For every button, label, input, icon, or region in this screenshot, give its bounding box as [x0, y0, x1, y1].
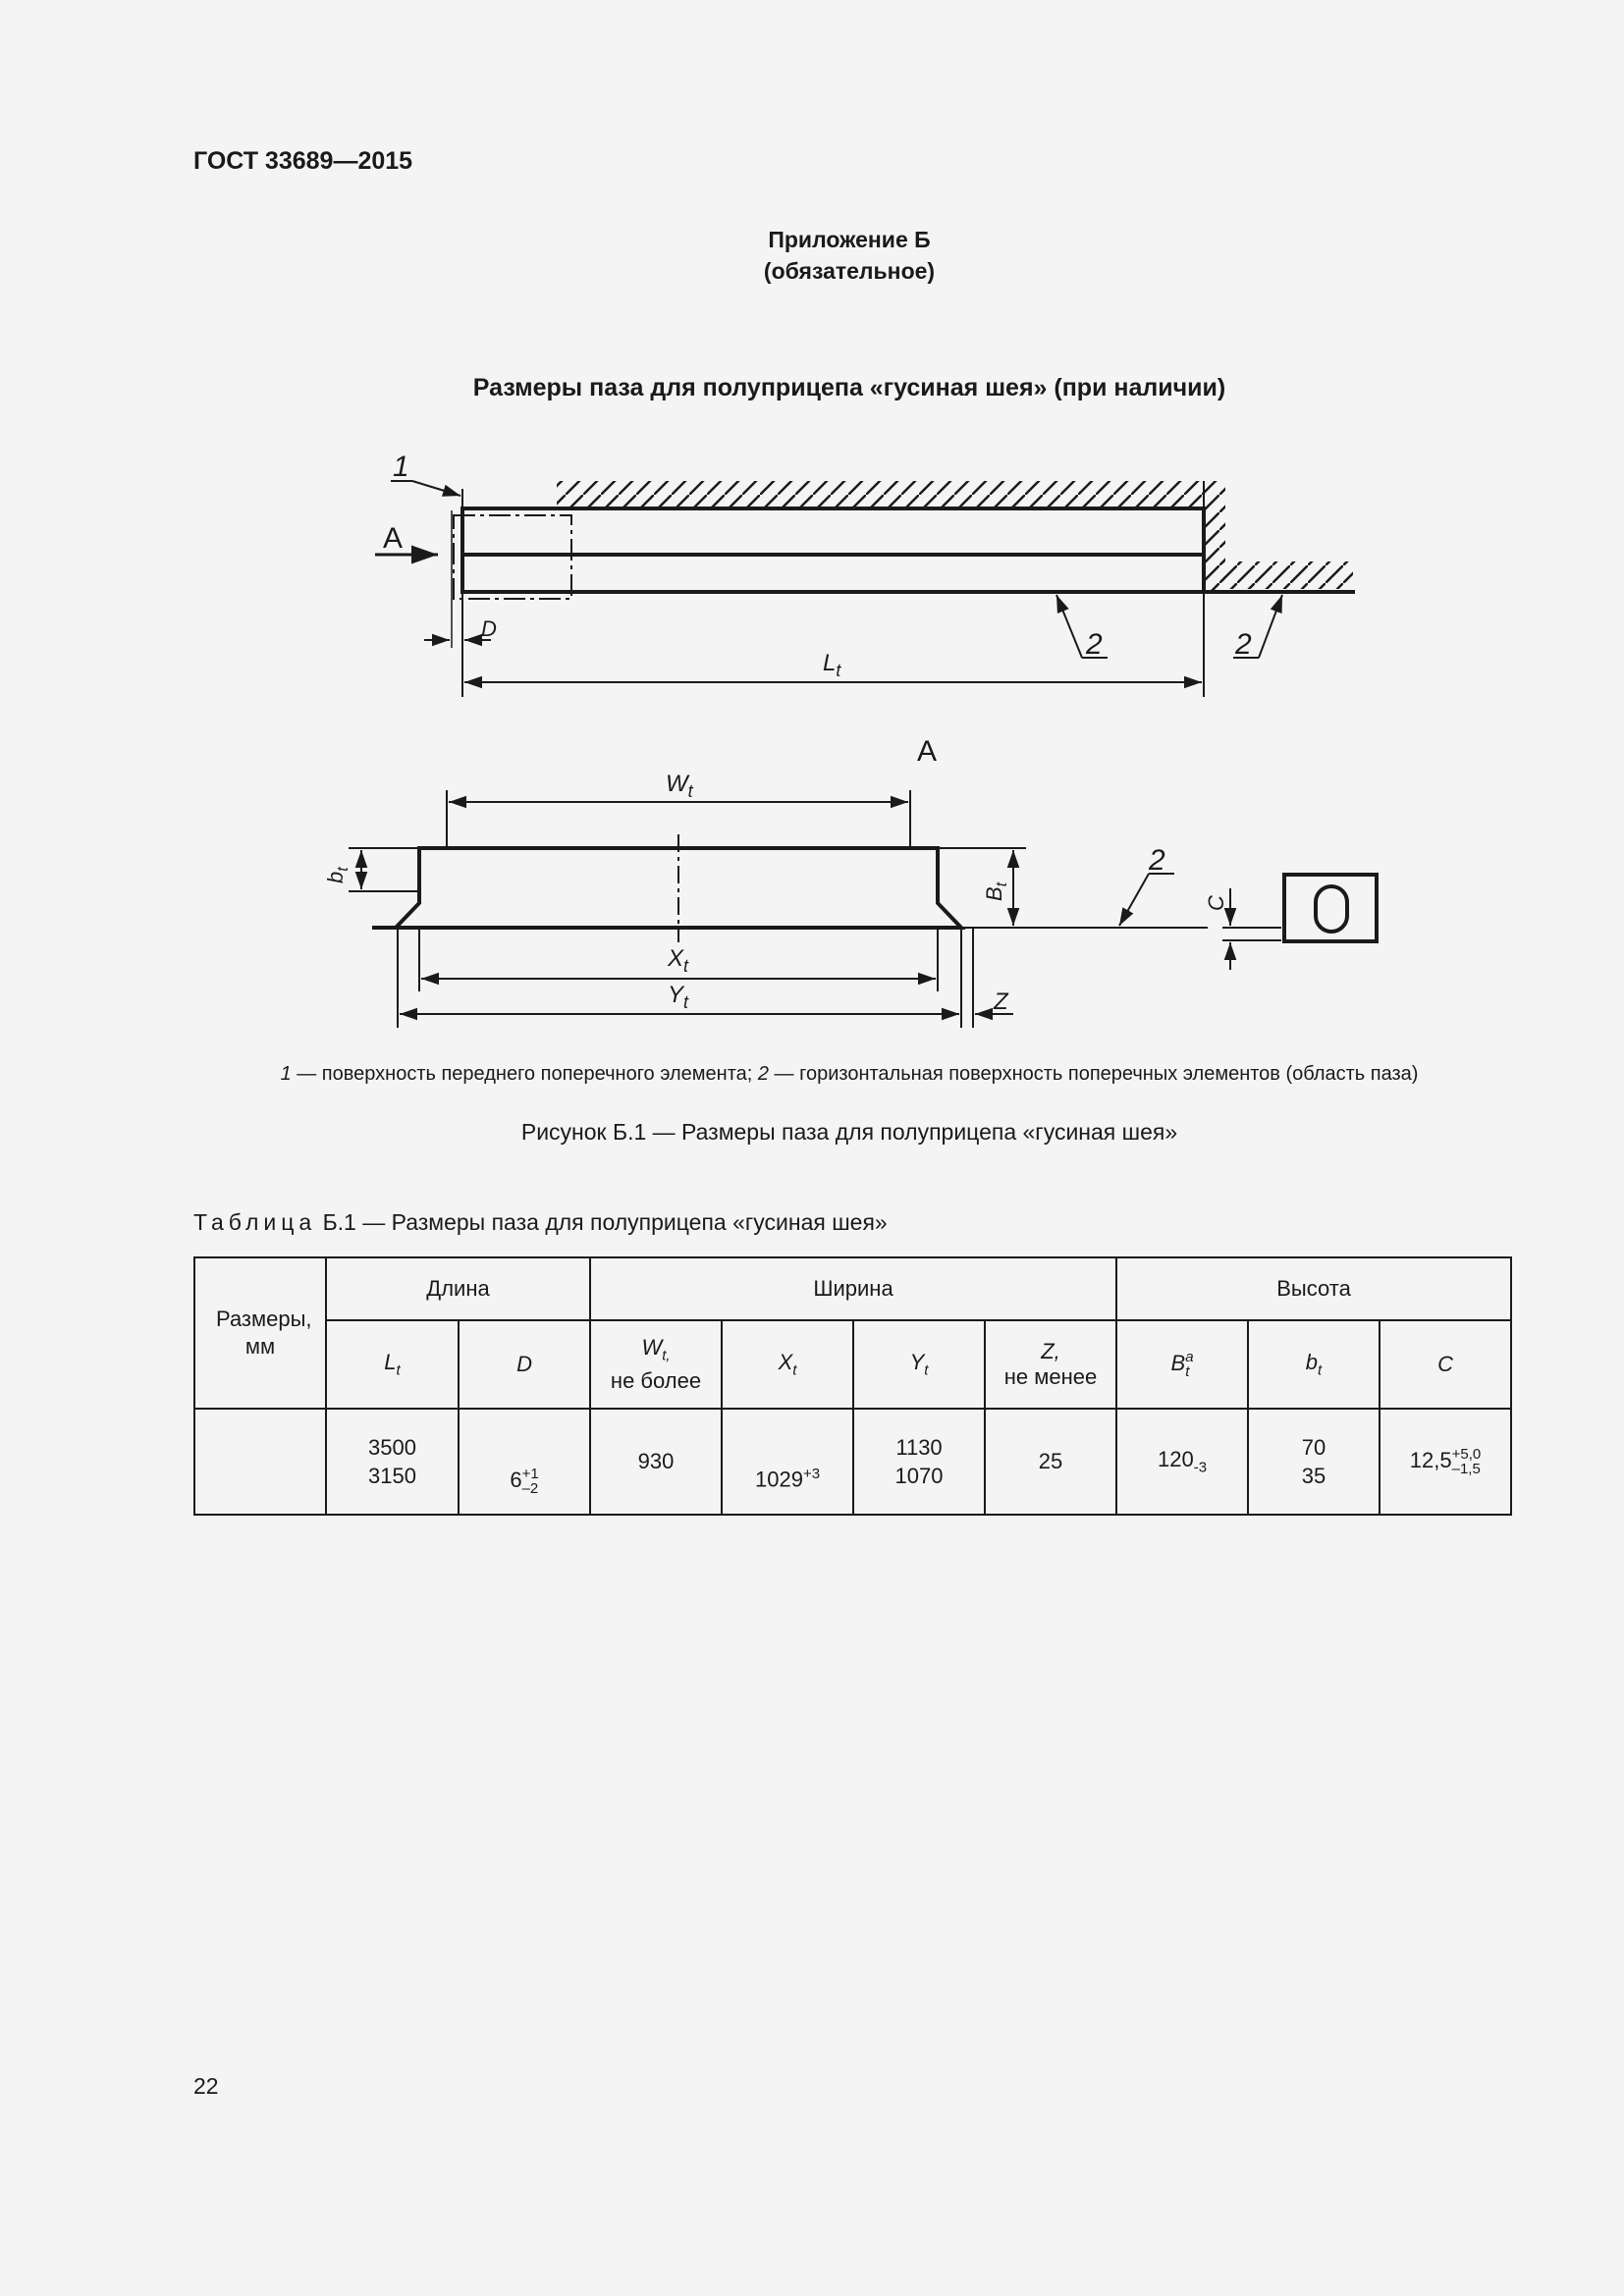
floor-hatching: [1223, 561, 1353, 589]
table-title: Таблица Б.1 — Размеры паза для полуприцепа «гусиная шея»: [193, 1209, 888, 1235]
leader-2a-line: [1056, 595, 1082, 658]
dim-lt-label: $L_t$: [823, 650, 841, 680]
col-z: Z, не менее: [985, 1320, 1116, 1409]
view-a-title: A: [917, 735, 938, 768]
leader-1-line: [412, 481, 460, 496]
leader-2b-line: [1259, 595, 1282, 658]
right-hatching: [1204, 481, 1225, 591]
dim-wt-label: $W_t$: [666, 771, 693, 801]
col-bt: $b_t$: [1248, 1320, 1380, 1409]
document-header: ГОСТ 33689—2015: [193, 147, 413, 175]
annex-status: (обязательное): [763, 258, 936, 284]
col-xt: $X_t$: [722, 1320, 853, 1409]
cell-wt: 930: [590, 1409, 722, 1515]
dim-yt-label: $Y_t$: [668, 982, 689, 1012]
group-width: Ширина: [590, 1257, 1116, 1320]
group-length: Длина: [326, 1257, 590, 1320]
row-header-cell: Размеры, мм: [194, 1257, 326, 1409]
view-label-a: A: [383, 522, 404, 555]
cell-c: 12,5 +5,0 –1,5: [1380, 1409, 1511, 1515]
leader-label-2a: 2: [1086, 628, 1103, 661]
dim-xt-label: $X_t$: [668, 945, 689, 976]
leader-label-2b: 2: [1235, 628, 1252, 661]
view-a: [323, 735, 1377, 1028]
annex-title: Приложение Б: [768, 227, 931, 252]
figure-caption: Рисунок Б.1 — Размеры паза для полуприцепа «гусиная шея»: [520, 1119, 1178, 1145]
col-bt-big: B a t: [1116, 1320, 1248, 1409]
figure-title: Размеры паза для полуприцепа «гусиная шея» (при наличии): [472, 374, 1226, 401]
leader-2c-line: [1119, 874, 1149, 926]
leader-label-2c: 2: [1149, 844, 1165, 877]
cell-bt: 70 35: [1248, 1409, 1380, 1515]
cell-yt: 1130 1070: [853, 1409, 985, 1515]
col-wt: $W_{t,}$ не более: [590, 1320, 722, 1409]
cell-empty: [194, 1409, 326, 1515]
figure-legend: 1 — поверхность переднего поперечного элемента; 2 — горизонтальная поверхность поперечных элементов (область паза): [280, 1063, 1419, 1085]
top-hatching: [557, 481, 1205, 507]
cell-bt-big: $120_{-3}$: [1116, 1409, 1248, 1515]
table-row: [194, 1409, 1511, 1515]
cell-d: 6 +1 –2: [459, 1409, 590, 1515]
col-c: C: [1380, 1320, 1511, 1409]
cell-lt: 3500 3150: [326, 1409, 459, 1515]
dim-d-label: D: [481, 616, 497, 641]
col-yt: $Y_t$: [853, 1320, 985, 1409]
dim-bt-big-label: $B_t$: [982, 881, 1010, 901]
cell-xt: $1029^{+3}$: [722, 1409, 853, 1515]
slot-dimensions-table: [193, 1256, 1512, 1516]
slot-drawing: [0, 0, 1624, 1060]
cell-z: 25: [985, 1409, 1116, 1515]
col-lt: $L_t$: [326, 1320, 459, 1409]
col-d: D: [459, 1320, 590, 1409]
dim-z-label: Z: [994, 988, 1008, 1015]
page-number: 22: [193, 2073, 219, 2099]
group-height: Высота: [1116, 1257, 1511, 1320]
side-view: [375, 451, 1355, 697]
beam-outline: [462, 508, 1204, 592]
dim-c-label: C: [1204, 895, 1228, 911]
dim-bt-label: $b_t$: [323, 867, 352, 883]
leader-label-1: 1: [393, 451, 409, 483]
